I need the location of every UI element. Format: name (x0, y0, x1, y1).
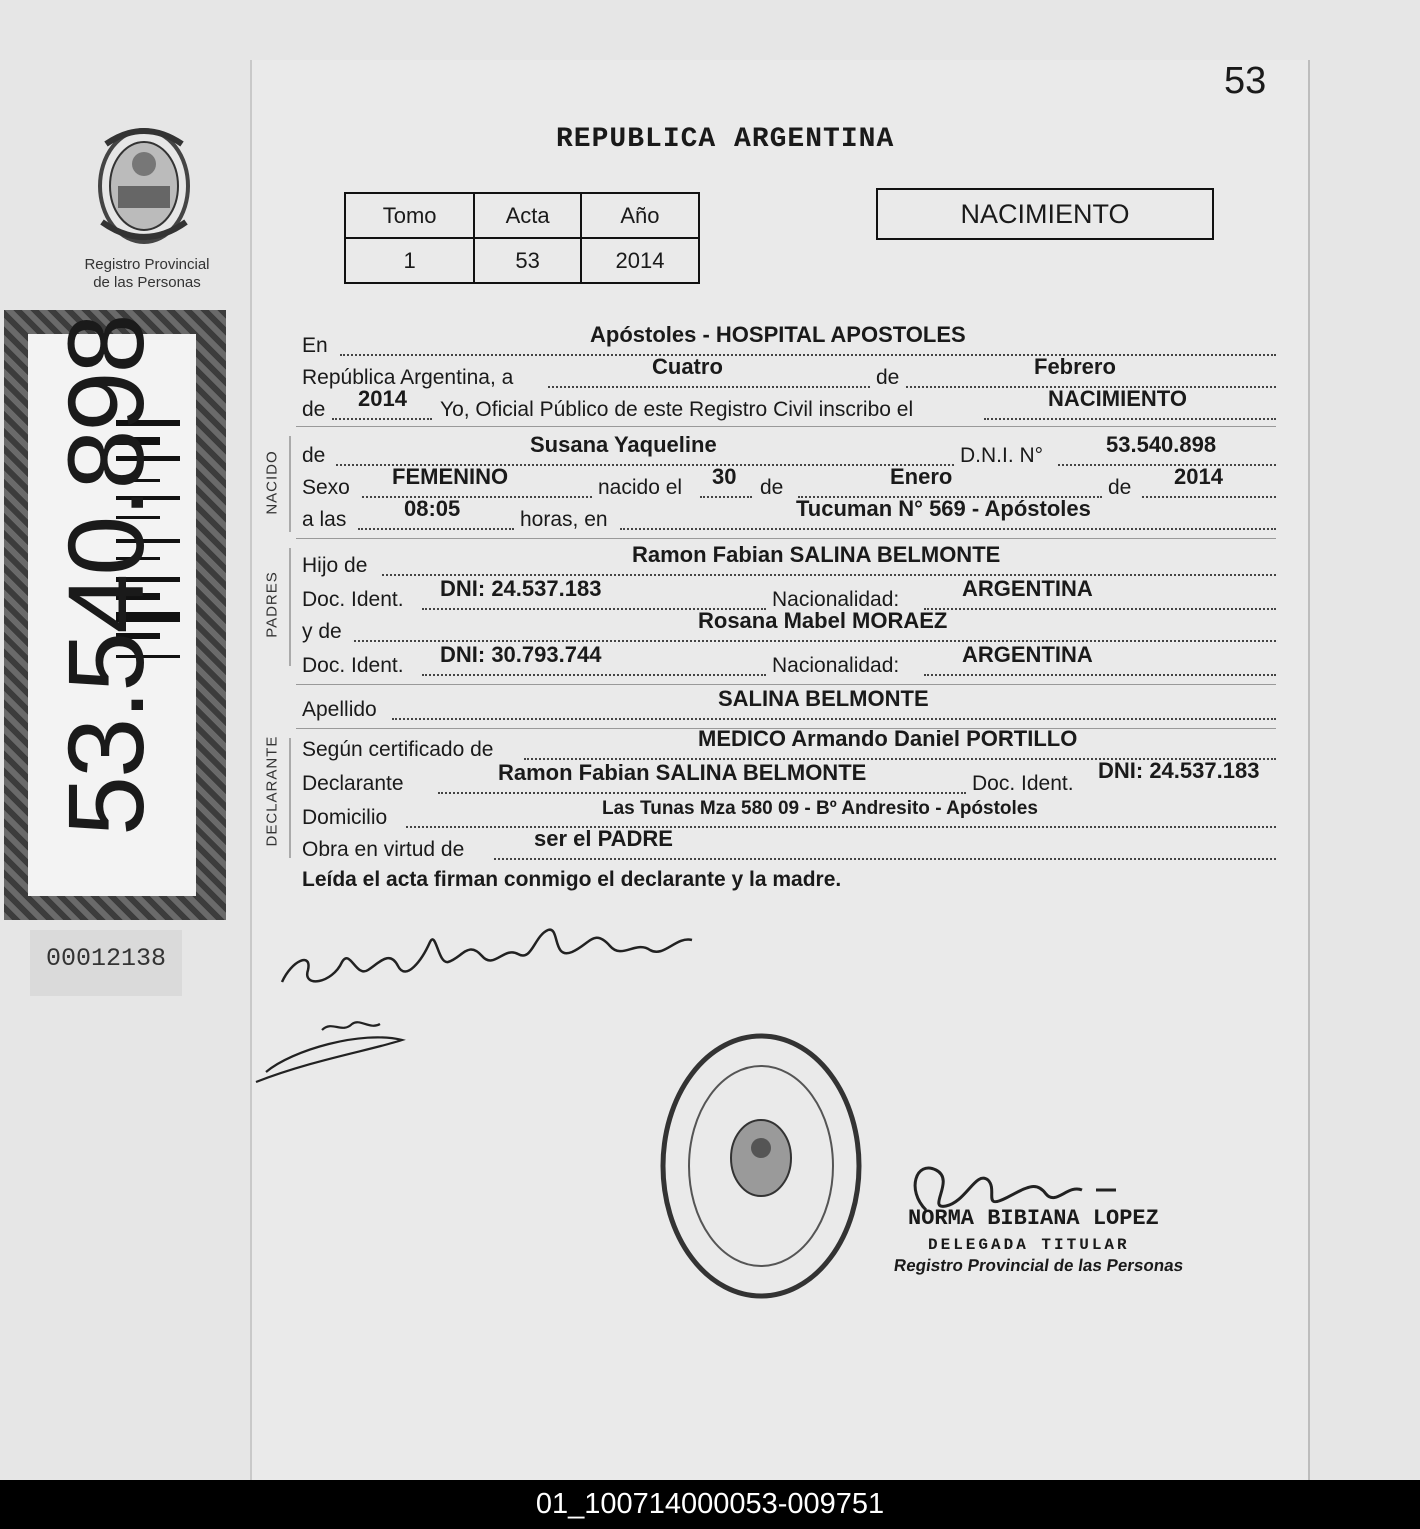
value-declarante: Ramon Fabian SALINA BELMONTE (498, 760, 867, 785)
closing-statement: Leída el acta firman conmigo el declarante y la madre. (302, 868, 842, 891)
value-birth-place: Tucuman N° 569 - Apóstoles (796, 496, 1091, 521)
value-place: Apóstoles - HOSPITAL APOSTOLES (590, 322, 966, 347)
row-anio (302, 386, 1276, 424)
label-doc-madre: Doc. Ident. (302, 654, 404, 677)
label-inscribo: Yo, Oficial Público de este Registro Civil inscribo el (440, 398, 914, 421)
row-domicilio (302, 798, 1276, 832)
value-domicilio: Las Tunas Mza 580 09 - Bº Andresito - Apóstoles (602, 798, 1038, 819)
misiones-coat-of-arms-icon (92, 122, 196, 254)
label-declarante: Declarante (302, 772, 404, 795)
row-madre (302, 608, 1276, 646)
value-acto: NACIMIENTO (1048, 386, 1187, 411)
header-acta: Acta (474, 193, 581, 238)
value-mother-name: Rosana Mabel MORAEZ (698, 608, 948, 633)
label-en: En (302, 334, 328, 357)
label-apellido: Apellido (302, 698, 377, 721)
section-label-nacido: NACIDO (263, 450, 281, 515)
official-name: NORMA BIBIANA LOPEZ (908, 1206, 1159, 1231)
value-declarante-dni: DNI: 24.537.183 (1098, 758, 1260, 783)
value-day: Cuatro (652, 354, 723, 379)
label-de-year: de (302, 398, 326, 421)
value-birth-year: 2014 (1174, 464, 1223, 489)
value-tomo: 1 (345, 238, 474, 283)
document-title: REPUBLICA ARGENTINA (556, 124, 895, 155)
value-father-nationality: ARGENTINA (962, 576, 1093, 601)
label-de: de (876, 366, 900, 389)
value-father-name: Ramon Fabian SALINA BELMONTE (632, 542, 1001, 567)
section-label-padres: PADRES (263, 571, 281, 638)
value-mother-dni: DNI: 30.793.744 (440, 642, 602, 667)
value-sexo: FEMENINO (392, 464, 509, 489)
serial-number: 00012138 (46, 944, 167, 973)
value-apellido: SALINA BELMONTE (718, 686, 929, 711)
declarant-signature-icon (272, 900, 712, 1000)
registry-seal-icon (658, 1030, 864, 1302)
label-certificado: Según certificado de (302, 738, 494, 761)
row-declarante (302, 758, 1276, 798)
header-tomo: Tomo (345, 193, 474, 238)
page-number: 53 (1224, 60, 1267, 102)
section-label-declarante: DECLARANTE (263, 735, 281, 847)
value-child-name: Susana Yaqueline (530, 432, 717, 457)
label-hijo-de: Hijo de (302, 554, 368, 577)
label-de-2: de (1108, 476, 1132, 499)
header-ano: Año (581, 193, 699, 238)
label-nacionalidad-padre: Nacionalidad: (772, 588, 900, 611)
label-nacionalidad-madre: Nacionalidad: (772, 654, 900, 677)
label-obra: Obra en virtud de (302, 838, 465, 861)
label-sexo: Sexo (302, 476, 350, 499)
row-doc-madre (302, 642, 1276, 680)
label-dni: D.N.I. N° (960, 444, 1044, 467)
value-birth-day: 30 (712, 464, 737, 489)
row-hora (302, 496, 1276, 534)
registry-label: Registro Provincial de las Personas (84, 256, 210, 291)
value-acta: 53 (474, 238, 581, 283)
label-de-nombre: de (302, 444, 326, 467)
label-republica: República Argentina, a (302, 366, 514, 389)
value-father-dni: DNI: 24.537.183 (440, 576, 602, 601)
value-month: Febrero (1034, 354, 1116, 379)
row-en (302, 322, 1276, 360)
acta-type-box: NACIMIENTO (876, 188, 1214, 240)
acta-table (344, 192, 700, 284)
value-ano: 2014 (581, 238, 699, 283)
label-nacido-el: nacido el (598, 476, 683, 499)
official-role: DELEGADA TITULAR (928, 1236, 1130, 1254)
official-org: Registro Provincial de las Personas (892, 1256, 1185, 1275)
value-hora: 08:05 (404, 496, 461, 521)
row-obra (302, 826, 1276, 864)
value-obra: ser el PADRE (534, 826, 673, 851)
label-doc-padre: Doc. Ident. (302, 588, 404, 611)
label-y-de: y de (302, 620, 342, 643)
value-certificado: MEDICO Armando Daniel PORTILLO (698, 726, 1078, 751)
label-domicilio: Domicilio (302, 806, 388, 829)
id-number: 53.540.898 (45, 315, 166, 836)
label-horas-en: horas, en (520, 508, 608, 531)
label-de-1: de (760, 476, 784, 499)
value-mother-nationality: ARGENTINA (962, 642, 1093, 667)
value-year: 2014 (358, 386, 407, 411)
row-padre (302, 542, 1276, 580)
mother-signature-icon (252, 1010, 412, 1086)
scan-footer-code: 01_100714000053-009751 (0, 1480, 1420, 1529)
label-a-las: a las (302, 508, 347, 531)
row-apellido (302, 686, 1276, 724)
value-child-dni: 53.540.898 (1106, 432, 1217, 457)
value-birth-month: Enero (890, 464, 953, 489)
label-doc-declarante: Doc. Ident. (972, 772, 1074, 795)
